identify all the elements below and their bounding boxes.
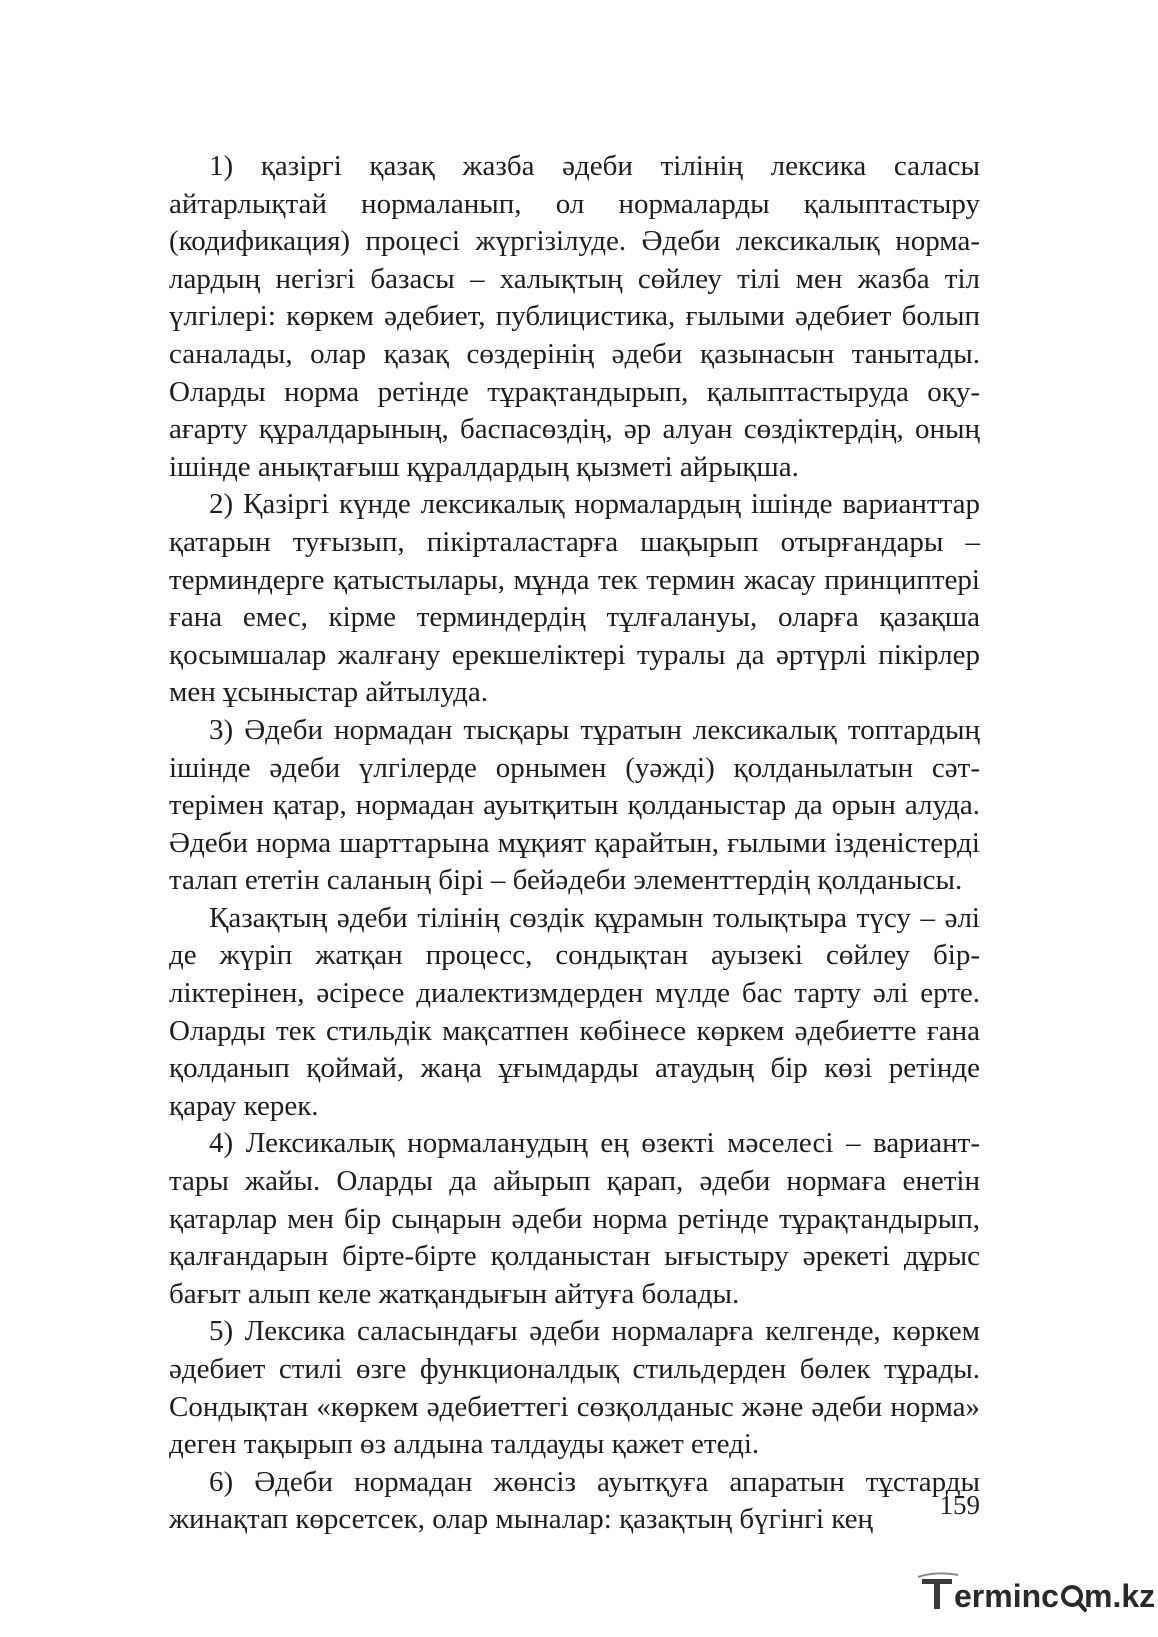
paragraph-1: 1) қазіргі қазақ жазба әдеби тілінің лексика саласы айтарлықтай нормаланып, ол нормаларды қалыптастыру (кодификация) процесі жүргізілуде. Әдеби лексикалық нормалардың негізгі базасы – халықтың сөйлеу тілі мен жазба тіл үлгілері: көркем әдебиет, публицистика, ғылыми әдебиет болып саналады, олар қазақ сөздерінің әдеби қазынасын танытады. Оларды норма ретінде тұрақтандырып, қалыптастыруда оқу-ағарту құралдарының, баспасөздің, әр алуан сөздіктердің, оның ішінде анықтағыш құралдардың қызметі айрықша.	[169, 150, 980, 483]
svg-text:m.kz: m.kz	[1084, 1578, 1156, 1614]
paragraph-5: 4) Лексикалық нормаланудың ең өзекті мәселесі – варианттары жайы. Оларды да айырып қарап, әдеби нормаға енетін қатарлар мен бір сыңарын әдеби норма ретінде тұрақтандырып, қалғандарын бірте-бірте қолданыстан ығыстыру әрекеті дұрыс бағыт алып келе жатқандығын айтуға болады.	[169, 1127, 980, 1310]
paragraph-2: 2) Қазіргі күнде лексикалық нормалардың ішінде варианттар қатарын туғызып, пікірталастарға шақырып отырғандары – терминдерге қатыстылары, мұнда тек термин жасау принциптері ғана емес, кірме терминдердің тұлғалануы, оларға қазақша қосымшалар жалғану ерекшеліктері туралы да әртүрлі пікірлер мен ұсыныстар айтылуда.	[169, 488, 980, 709]
page-text	[169, 148, 980, 1539]
paragraph-7: 6) Әдеби нормадан жөнсіз ауытқуға апаратын тұстарды жинақтап көрсетсек, олар мыналар: қазақтың бүгінгі кең	[169, 1465, 980, 1536]
svg-text:erminc: erminc	[954, 1578, 1059, 1614]
paragraph-4: Қазақтың әдеби тілінің сөздік құрамын толықтыра түсу – әлі де жүріп жатқан процесс, сондықтан ауызекі сөйлеу бірліктерінен, әсіресе диалектизмдерден мүлде бас тарту әлі ерте. Оларды тек стильдік мақсатпен көбінесе көркем әдебиетте ғана қолданып қоймай, жаңа ұғымдарды атаудың бір көзі ретінде қарау керек.	[169, 901, 980, 1122]
paragraph-6: 5) Лексика саласындағы әдеби нормаларға келгенде, көркем әдебиет стилі өзге функционалдық стильдерден бөлек тұрады. Сондықтан «көркем әдебиеттегі сөзқолданыс және әдеби норма» деген тақырып өз алдына талдауды қажет етеді.	[169, 1315, 980, 1461]
termincom-logo-icon	[918, 1569, 1156, 1615]
page-number: 159	[939, 1490, 980, 1520]
paragraph-3: 3) Әдеби нормадан тысқары тұратын лексикалық топтардың ішінде әдеби үлгілерде орнымен (уәжді) қолданылатын сәттерімен қатар, нормадан ауытқитын қолданыстар да орын алуда. Әдеби норма шарттарына мұқият қарайтын, ғылыми ізденістерді талап ететін саланың бірі – бейәдеби элементтердің қолданысы.	[169, 713, 980, 897]
termincom-watermark	[918, 1569, 1156, 1615]
